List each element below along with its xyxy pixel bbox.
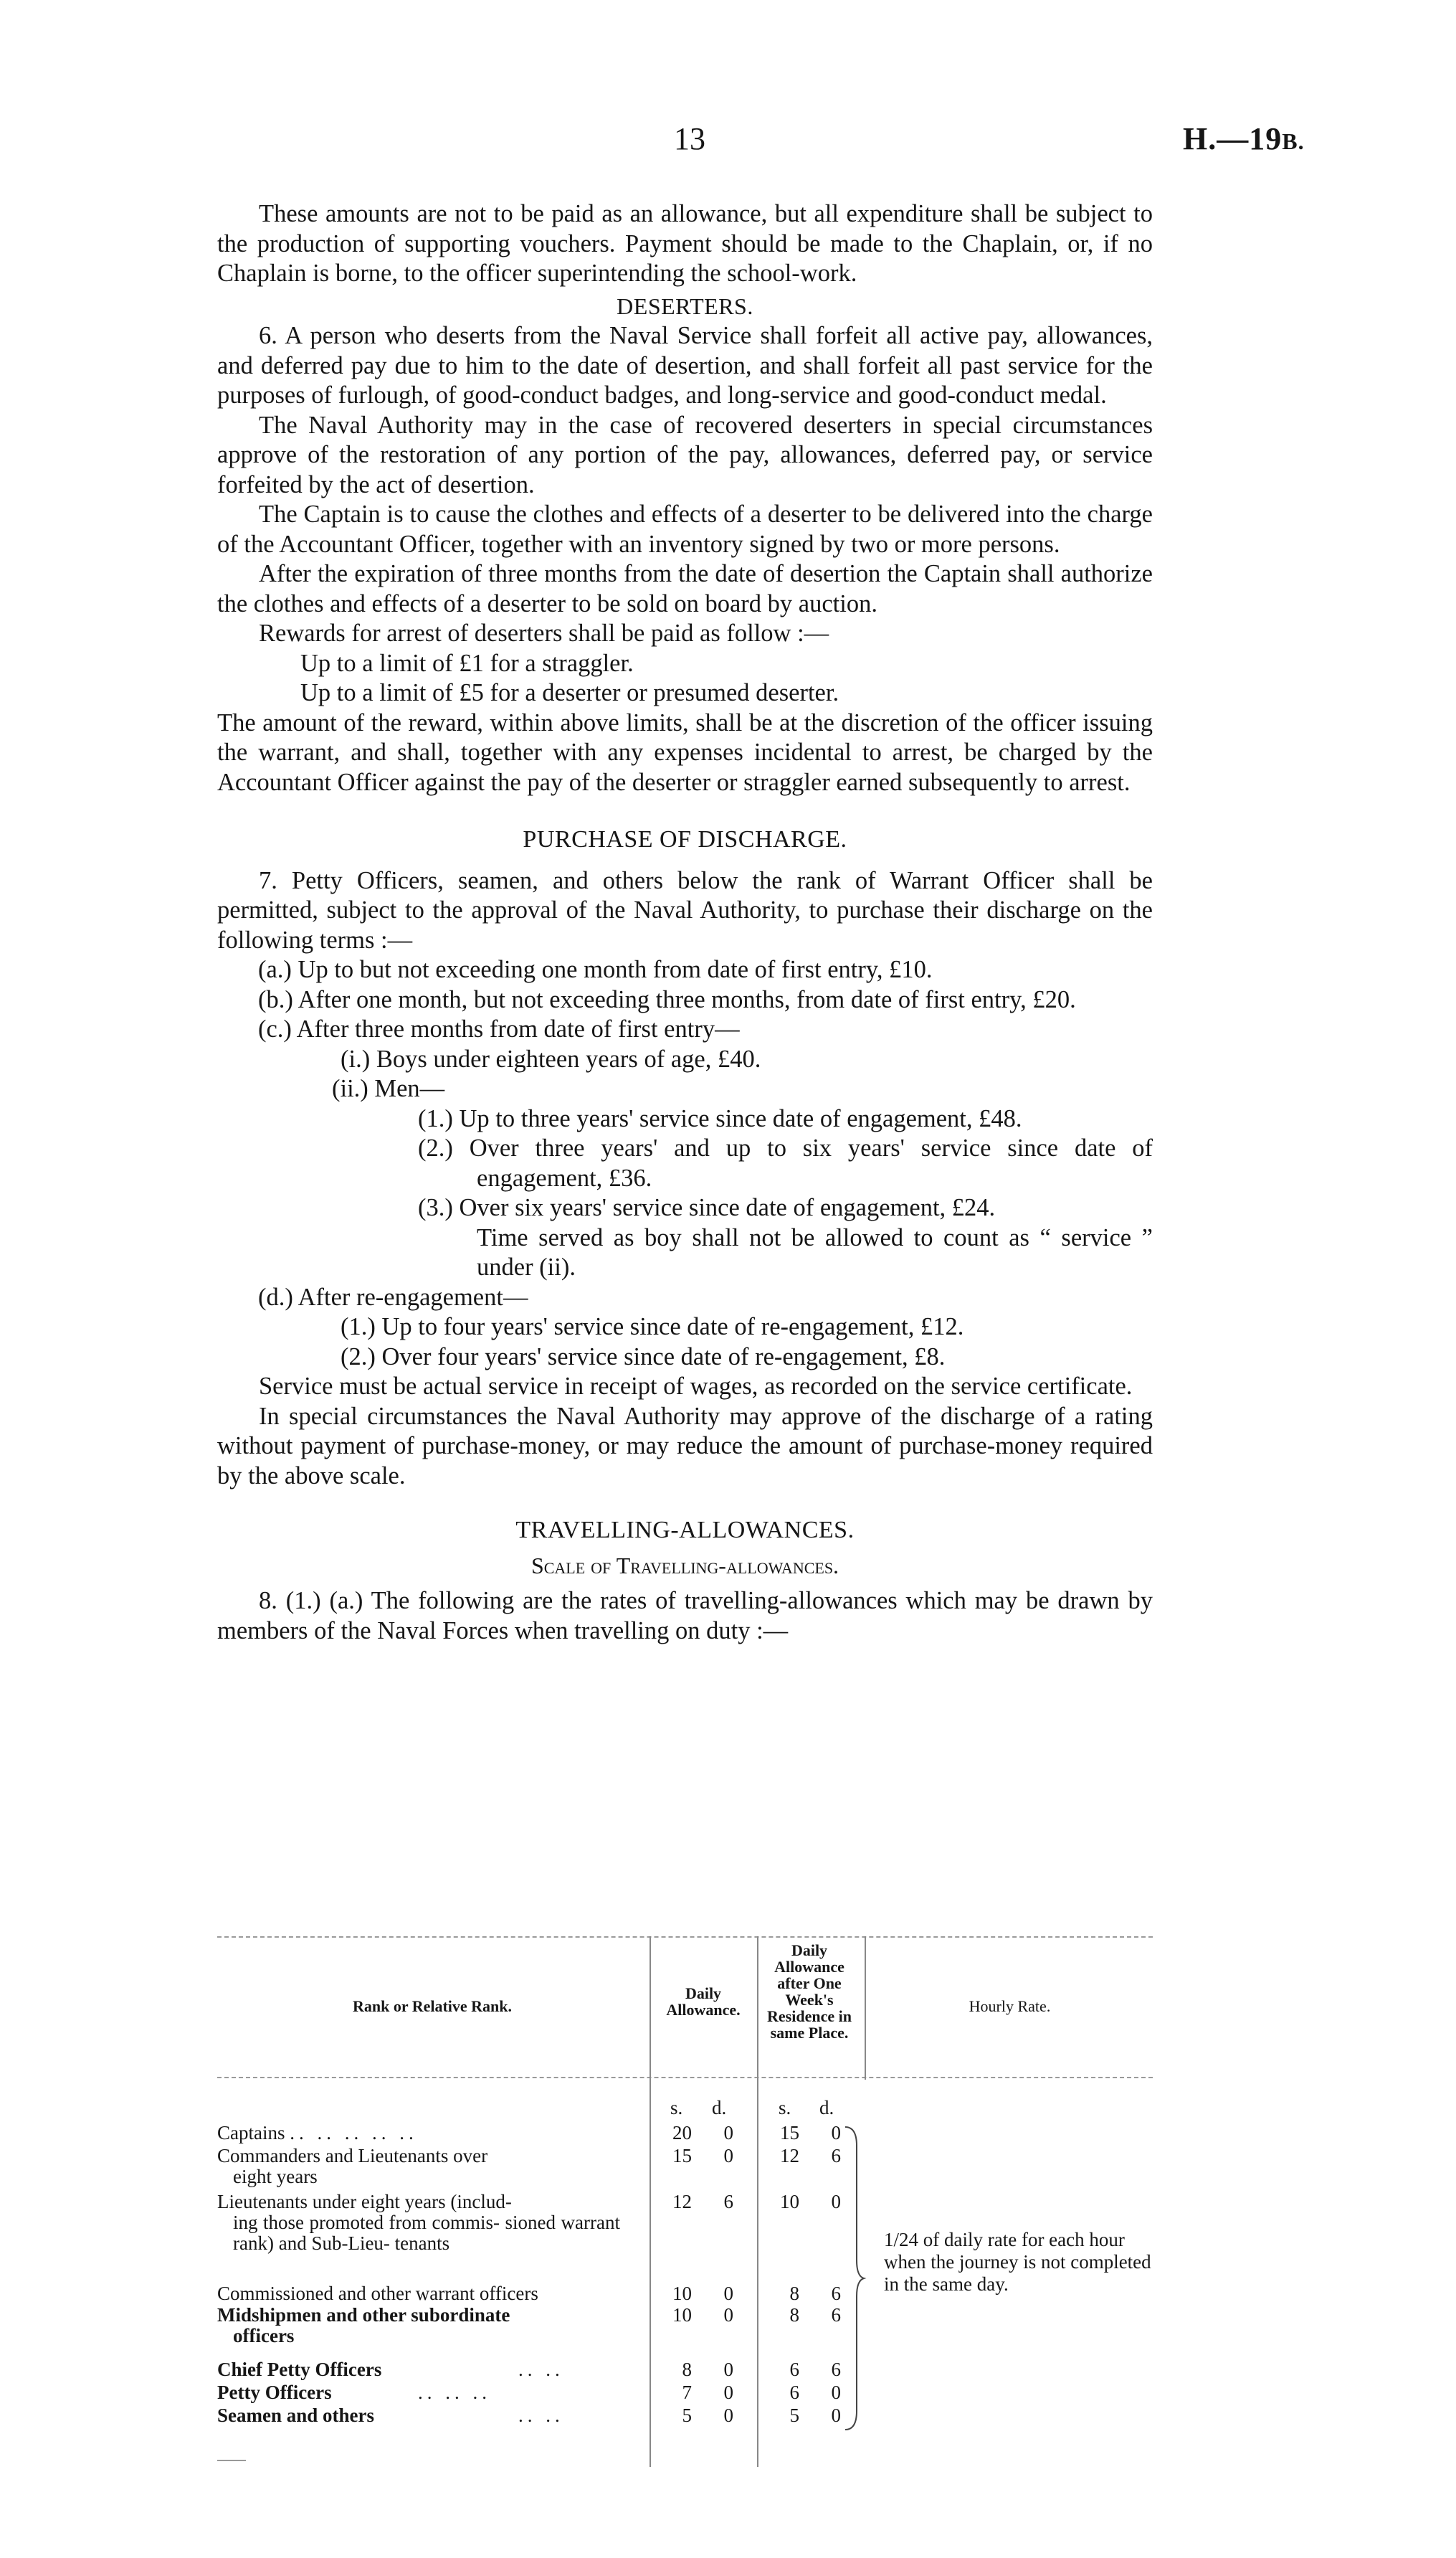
rank-name: Chief Petty Officers	[217, 2359, 382, 2380]
purchase-term-a: (a.) Up to but not exceeding one month from date of first entry, £10.	[258, 956, 933, 983]
purchase-term-d-2: (2.) Over four years' service since date of re-engagement, £8.	[341, 1342, 946, 1370]
leader-dots: .. ..	[518, 2359, 564, 2380]
rank-name-continued: officers	[233, 2325, 295, 2346]
week-pence: 0	[831, 2405, 841, 2426]
unit-pence: d.	[819, 2097, 834, 2118]
page-number: 13	[674, 121, 705, 156]
purchase-term-c: (c.) After three months from date of first entry—	[258, 1015, 740, 1043]
purchase-term-c-ii: (ii.) Men—	[332, 1075, 445, 1102]
header-daily-allowance: Daily Allowance.	[666, 1984, 741, 2019]
table-header-rule	[217, 2077, 1153, 2078]
deserters-para-4: After the expiration of three months from the date of desertion the Captain shall authorize the clothes and effects of a deserter to be sold on board by auction.	[217, 560, 1153, 617]
daily-pence: 0	[723, 2145, 733, 2166]
purchase-term-c-i: (i.) Boys under eighteen years of age, £40.	[341, 1045, 761, 1073]
daily-pence: 0	[723, 2122, 733, 2143]
reference-main: H.—19	[1183, 121, 1283, 156]
week-shillings: 12	[780, 2145, 799, 2166]
reference-suffix: B.	[1282, 128, 1305, 154]
deserters-para-6: The amount of the reward, within above limits, shall be at the discretion of the officer issuing the warrant, and shall, together with any expenses incidental to arrest, be charged by the Accountant Officer against the pay of the deserter or straggler earned subsequently to arrest.	[217, 709, 1153, 796]
week-shillings: 8	[789, 2304, 799, 2326]
rank-name: Petty Officers	[217, 2382, 332, 2403]
daily-shillings: 5	[682, 2405, 692, 2426]
hourly-text: of daily rate for each hour when the journey is not completed in the same day.	[884, 2229, 1151, 2295]
column-divider	[865, 1936, 866, 2080]
column-divider	[757, 1936, 758, 2467]
week-pence: 6	[831, 2283, 841, 2304]
deserters-para-3: The Captain is to cause the clothes and effects of a deserter to be delivered into the charge of the Accountant Officer, together with an inventory signed by two or more persons.	[217, 501, 1153, 558]
daily-pence: 0	[723, 2359, 733, 2380]
daily-shillings: 10	[672, 2304, 692, 2326]
purchase-term-d-1: (1.) Up to four years' service since date of re-engagement, £12.	[341, 1313, 964, 1340]
week-shillings: 6	[789, 2382, 799, 2403]
daily-pence: 0	[723, 2382, 733, 2403]
week-shillings: 10	[780, 2191, 799, 2212]
reward-deserter: Up to a limit of £5 for a deserter or presumed deserter.	[300, 679, 839, 706]
right-brace-icon	[839, 2124, 868, 2433]
unit-shillings: s.	[670, 2097, 683, 2118]
hourly-fraction: 1/24	[884, 2229, 919, 2250]
purchase-term-note: Time served as boy shall not be allowed to count as “ service ” under (ii).	[477, 1223, 1153, 1281]
rank-name: Captains	[217, 2122, 285, 2143]
daily-shillings: 10	[672, 2283, 692, 2304]
rank-name-continued: ing those promoted from commis- sioned warrant rank) and Sub-Lieu- tenants	[233, 2212, 620, 2254]
week-pence: 0	[831, 2382, 841, 2403]
daily-shillings: 15	[672, 2145, 692, 2166]
leader-dots: .. .. ..	[418, 2382, 491, 2403]
unit-pence: d.	[712, 2097, 727, 2118]
week-pence: 6	[831, 2145, 841, 2166]
document-reference	[1183, 120, 1305, 157]
purchase-para-3: In special circumstances the Naval Authority may approve of the discharge of a rating without payment of purchase-money, or may reduce the amount of purchase-money required by the above scale.	[217, 1402, 1153, 1489]
daily-shillings: 7	[682, 2382, 692, 2403]
deserters-para-2: The Naval Authority may in the case of recovered deserters in special circumstances approve of the restoration of any portion of the pay, allowances, deferred pay, or service forfeited by the act of desertion.	[217, 411, 1153, 498]
purchase-term-c-ii-3: (3.) Over six years' service since date of engagement, £24.	[418, 1194, 996, 1221]
week-pence: 6	[831, 2304, 841, 2326]
travelling-subheading: Scale of Travelling-allowances.	[530, 1552, 839, 1578]
daily-shillings: 8	[682, 2359, 692, 2380]
header-after-week: Daily Allowance after One Week's Residence in same Place.	[767, 1941, 852, 2042]
rank-name: Commanders and Lieutenants over	[217, 2145, 488, 2166]
purchase-para-2: Service must be actual service in receipt of wages, as recorded on the service certificate.	[259, 1373, 1133, 1400]
week-pence: 0	[831, 2122, 841, 2143]
purchase-term-d: (d.) After re-engagement—	[258, 1283, 528, 1311]
purchase-term-b: (b.) After one month, but not exceeding three months, from date of first entry, £20.	[258, 985, 1076, 1013]
leader-dots: .. ..	[518, 2405, 564, 2426]
deserters-para-1: 6. A person who deserts from the Naval Service shall forfeit all active pay, allowances, and deferred pay due to him to the date of desertion, and shall forfeit all past service for the purposes of furlough, of good-conduct badges, and long-service and good-conduct medal.	[217, 322, 1153, 409]
travelling-allowance-table	[217, 1936, 1153, 2467]
daily-pence: 0	[723, 2405, 733, 2426]
rank-name: Seamen and others	[217, 2405, 375, 2426]
week-pence: 0	[831, 2191, 841, 2212]
rank-name-continued: eight years	[233, 2166, 318, 2187]
week-shillings: 8	[789, 2283, 799, 2304]
daily-pence: 0	[723, 2283, 733, 2304]
week-shillings: 5	[789, 2405, 799, 2426]
week-shillings: 15	[780, 2122, 799, 2143]
week-pence: 6	[831, 2359, 841, 2380]
deserters-para-5: Rewards for arrest of deserters shall be paid as follow :—	[259, 620, 829, 647]
week-shillings: 6	[789, 2359, 799, 2380]
unit-shillings: s.	[779, 2097, 791, 2118]
daily-pence: 6	[723, 2191, 733, 2212]
purchase-heading: PURCHASE OF DISCHARGE.	[523, 826, 847, 853]
rank-name: Midshipmen and other subordinate	[217, 2304, 510, 2326]
daily-shillings: 20	[672, 2122, 692, 2143]
deserters-heading: DESERTERS.	[617, 293, 753, 319]
intro-paragraph: These amounts are not to be paid as an allowance, but all expenditure shall be subject to the production of supporting vouchers. Payment should be made to the Chaplain, or, if no Chaplain is borne, to the officer superintending the school-work.	[217, 200, 1153, 287]
footer-rule	[217, 2460, 246, 2461]
daily-shillings: 12	[672, 2191, 692, 2212]
purchase-term-c-ii-1: (1.) Up to three years' service since date of engagement, £48.	[418, 1104, 1022, 1132]
rank-name: Lieutenants under eight years (includ-	[217, 2191, 512, 2212]
column-divider	[650, 1936, 651, 2467]
reward-straggler: Up to a limit of £1 for a straggler.	[300, 649, 634, 677]
rank-name: Commissioned and other warrant officers	[217, 2283, 538, 2304]
leader-dots: .. .. .. .. ..	[290, 2122, 418, 2143]
table-top-rule	[217, 1936, 1153, 1938]
purchase-term-c-ii-2: (2.) Over three years' and up to six years' service since date of engagement, £36.	[418, 1134, 1153, 1192]
travelling-heading: TRAVELLING-ALLOWANCES.	[515, 1517, 855, 1543]
header-hourly-rate: Hourly Rate.	[969, 1997, 1051, 2015]
hourly-rate-note	[884, 2229, 1156, 2296]
travelling-para-1: 8. (1.) (a.) The following are the rates of travelling-allowances which may be drawn by members of the Naval Forces when travelling on duty :—	[217, 1587, 1153, 1644]
header-rank: Rank or Relative Rank.	[352, 1997, 513, 2015]
document-body	[217, 199, 1153, 1646]
purchase-para-1: 7. Petty Officers, seamen, and others below the rank of Warrant Officer shall be permitted, subject to the approval of the Naval Authority, to purchase their discharge on the following terms :—	[217, 866, 1153, 954]
daily-pence: 0	[723, 2304, 733, 2326]
